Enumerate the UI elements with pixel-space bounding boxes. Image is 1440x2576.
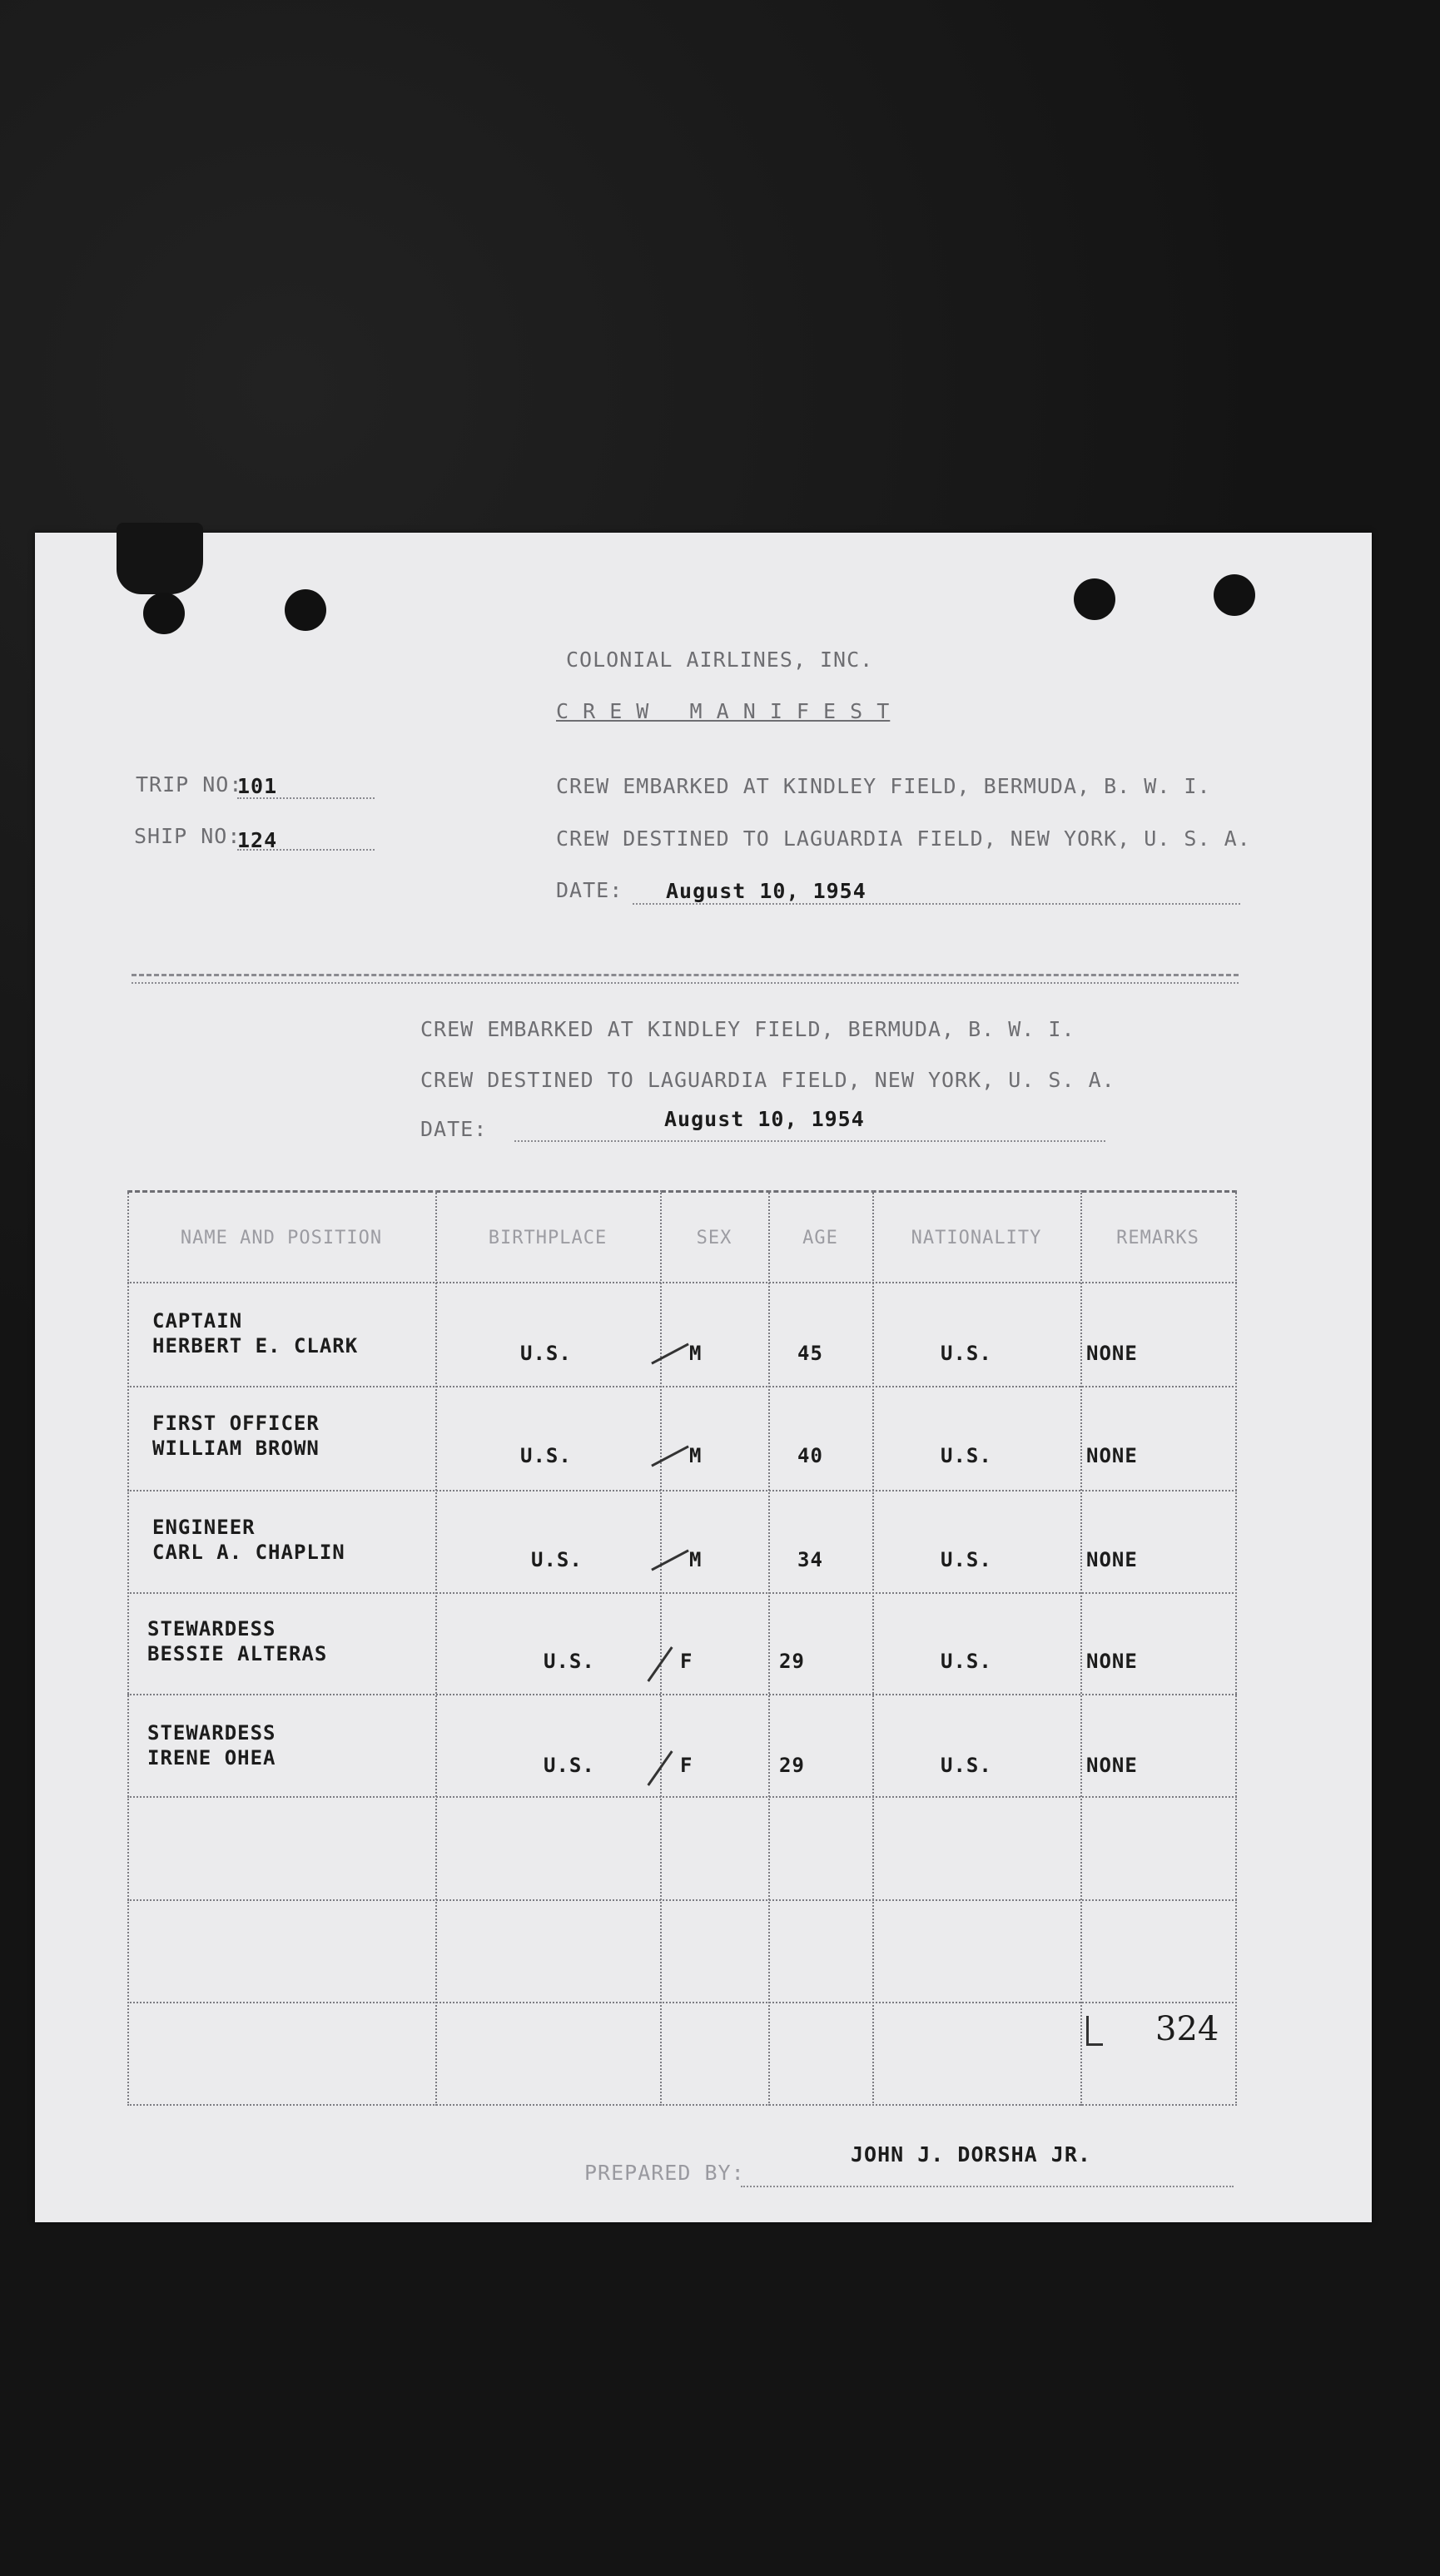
birthplace-cell: U.S. — [544, 1650, 595, 1673]
crew-name: BESSIE ALTERAS — [147, 1642, 328, 1665]
table-border — [1235, 1190, 1237, 2106]
embarked-line: CREW EMBARKED AT KINDLEY FIELD, BERMUDA, B. W. I. — [556, 774, 1211, 798]
section-divider — [132, 974, 1239, 976]
nationality-cell: U.S. — [941, 1444, 992, 1467]
birthplace-cell: U.S. — [544, 1754, 595, 1777]
trip-value: 101 — [237, 774, 278, 798]
bracket-mark — [1086, 2016, 1089, 2046]
column-header: AGE — [802, 1228, 838, 1248]
embarked-line: CREW EMBARKED AT KINDLEY FIELD, BERMUDA, B. W. I. — [420, 1017, 1075, 1041]
table-border — [127, 2104, 1237, 2106]
column-header: SEX — [696, 1228, 732, 1248]
remarks-cell: NONE — [1086, 1754, 1138, 1777]
trip-underline — [237, 797, 375, 799]
table-rule — [1080, 1190, 1082, 2106]
check-mark — [651, 1549, 689, 1571]
table-row — [152, 1411, 320, 1461]
table-rule — [127, 1490, 1237, 1491]
punch-hole — [1074, 578, 1115, 620]
date-label: DATE: — [420, 1117, 488, 1141]
age-cell: 40 — [797, 1444, 823, 1467]
trip-label: TRIP NO: — [136, 772, 243, 797]
crew-table — [127, 1190, 1237, 2106]
crew-position: STEWARDESS — [147, 1617, 276, 1640]
prepared-underline — [741, 2186, 1234, 2187]
crew-name: HERBERT E. CLARK — [152, 1334, 359, 1357]
ship-underline — [237, 849, 375, 851]
table-rule — [127, 1386, 1237, 1387]
crew-position: FIRST OFFICER — [152, 1412, 320, 1435]
age-cell: 29 — [779, 1754, 805, 1777]
column-header: NATIONALITY — [911, 1228, 1042, 1248]
page-number: 324 — [1155, 2010, 1219, 2048]
date-value: August 10, 1954 — [666, 879, 866, 903]
punch-hole — [143, 593, 185, 634]
table-border — [127, 1190, 129, 2106]
prepared-label: PREPARED BY: — [584, 2161, 745, 2185]
nationality-cell: U.S. — [941, 1342, 992, 1365]
table-rule — [660, 1190, 662, 2106]
date-underline — [633, 903, 1240, 905]
table-rule — [768, 1190, 770, 2106]
torn-corner — [117, 523, 203, 594]
crew-position: STEWARDESS — [147, 1721, 276, 1745]
table-row — [152, 1308, 358, 1358]
nationality-cell: U.S. — [941, 1650, 992, 1673]
date-label: DATE: — [556, 878, 623, 902]
remarks-cell: NONE — [1086, 1650, 1138, 1673]
birthplace-cell: U.S. — [531, 1548, 583, 1571]
birthplace-cell: U.S. — [520, 1444, 572, 1467]
age-cell: 45 — [797, 1342, 823, 1365]
table-rule — [435, 1190, 437, 2106]
crew-name: CARL A. CHAPLIN — [152, 1541, 345, 1564]
crew-name: WILLIAM BROWN — [152, 1437, 320, 1460]
nationality-cell: U.S. — [941, 1548, 992, 1571]
sex-cell: F — [680, 1650, 693, 1673]
check-mark — [651, 1343, 689, 1364]
sex-cell: F — [680, 1754, 693, 1777]
table-rule — [127, 1694, 1237, 1695]
table-row — [152, 1515, 345, 1565]
ship-label: SHIP NO: — [134, 824, 241, 848]
check-mark — [651, 1445, 689, 1467]
crew-position: ENGINEER — [152, 1516, 256, 1539]
ship-value: 124 — [237, 828, 278, 852]
date-value: August 10, 1954 — [664, 1107, 865, 1131]
age-cell: 34 — [797, 1548, 823, 1571]
crew-position: CAPTAIN — [152, 1309, 243, 1333]
column-header: BIRTHPLACE — [488, 1228, 608, 1248]
table-rule — [127, 1796, 1237, 1798]
prepared-value: JOHN J. DORSHA JR. — [851, 2142, 1091, 2167]
remarks-cell: NONE — [1086, 1444, 1138, 1467]
punch-hole — [285, 589, 326, 631]
destined-line: CREW DESTINED TO LAGUARDIA FIELD, NEW YORK, U. S. A. — [556, 826, 1251, 851]
column-header: REMARKS — [1116, 1228, 1199, 1248]
remarks-cell: NONE — [1086, 1548, 1138, 1571]
section-divider — [132, 982, 1239, 984]
table-rule — [127, 1899, 1237, 1901]
birthplace-cell: U.S. — [520, 1342, 572, 1365]
table-rule — [127, 1282, 1237, 1283]
punch-hole — [1214, 574, 1255, 616]
table-rule — [127, 1592, 1237, 1594]
company-name: COLONIAL AIRLINES, INC. — [566, 648, 874, 672]
sex-cell: M — [689, 1444, 703, 1467]
table-rule — [127, 2002, 1237, 2003]
crew-name: IRENE OHEA — [147, 1746, 276, 1769]
date-underline — [514, 1140, 1105, 1142]
sex-cell: M — [689, 1342, 703, 1365]
table-row — [147, 1616, 327, 1666]
remarks-cell: NONE — [1086, 1342, 1138, 1365]
destined-line: CREW DESTINED TO LAGUARDIA FIELD, NEW YORK, U. S. A. — [420, 1068, 1115, 1092]
sex-cell: M — [689, 1548, 703, 1571]
column-header: NAME AND POSITION — [180, 1228, 383, 1248]
nationality-cell: U.S. — [941, 1754, 992, 1777]
age-cell: 29 — [779, 1650, 805, 1673]
table-rule — [872, 1190, 874, 2106]
table-row — [147, 1720, 276, 1770]
table-border — [127, 1190, 1237, 1193]
document-title: C R E W M A N I F E S T — [556, 699, 891, 723]
